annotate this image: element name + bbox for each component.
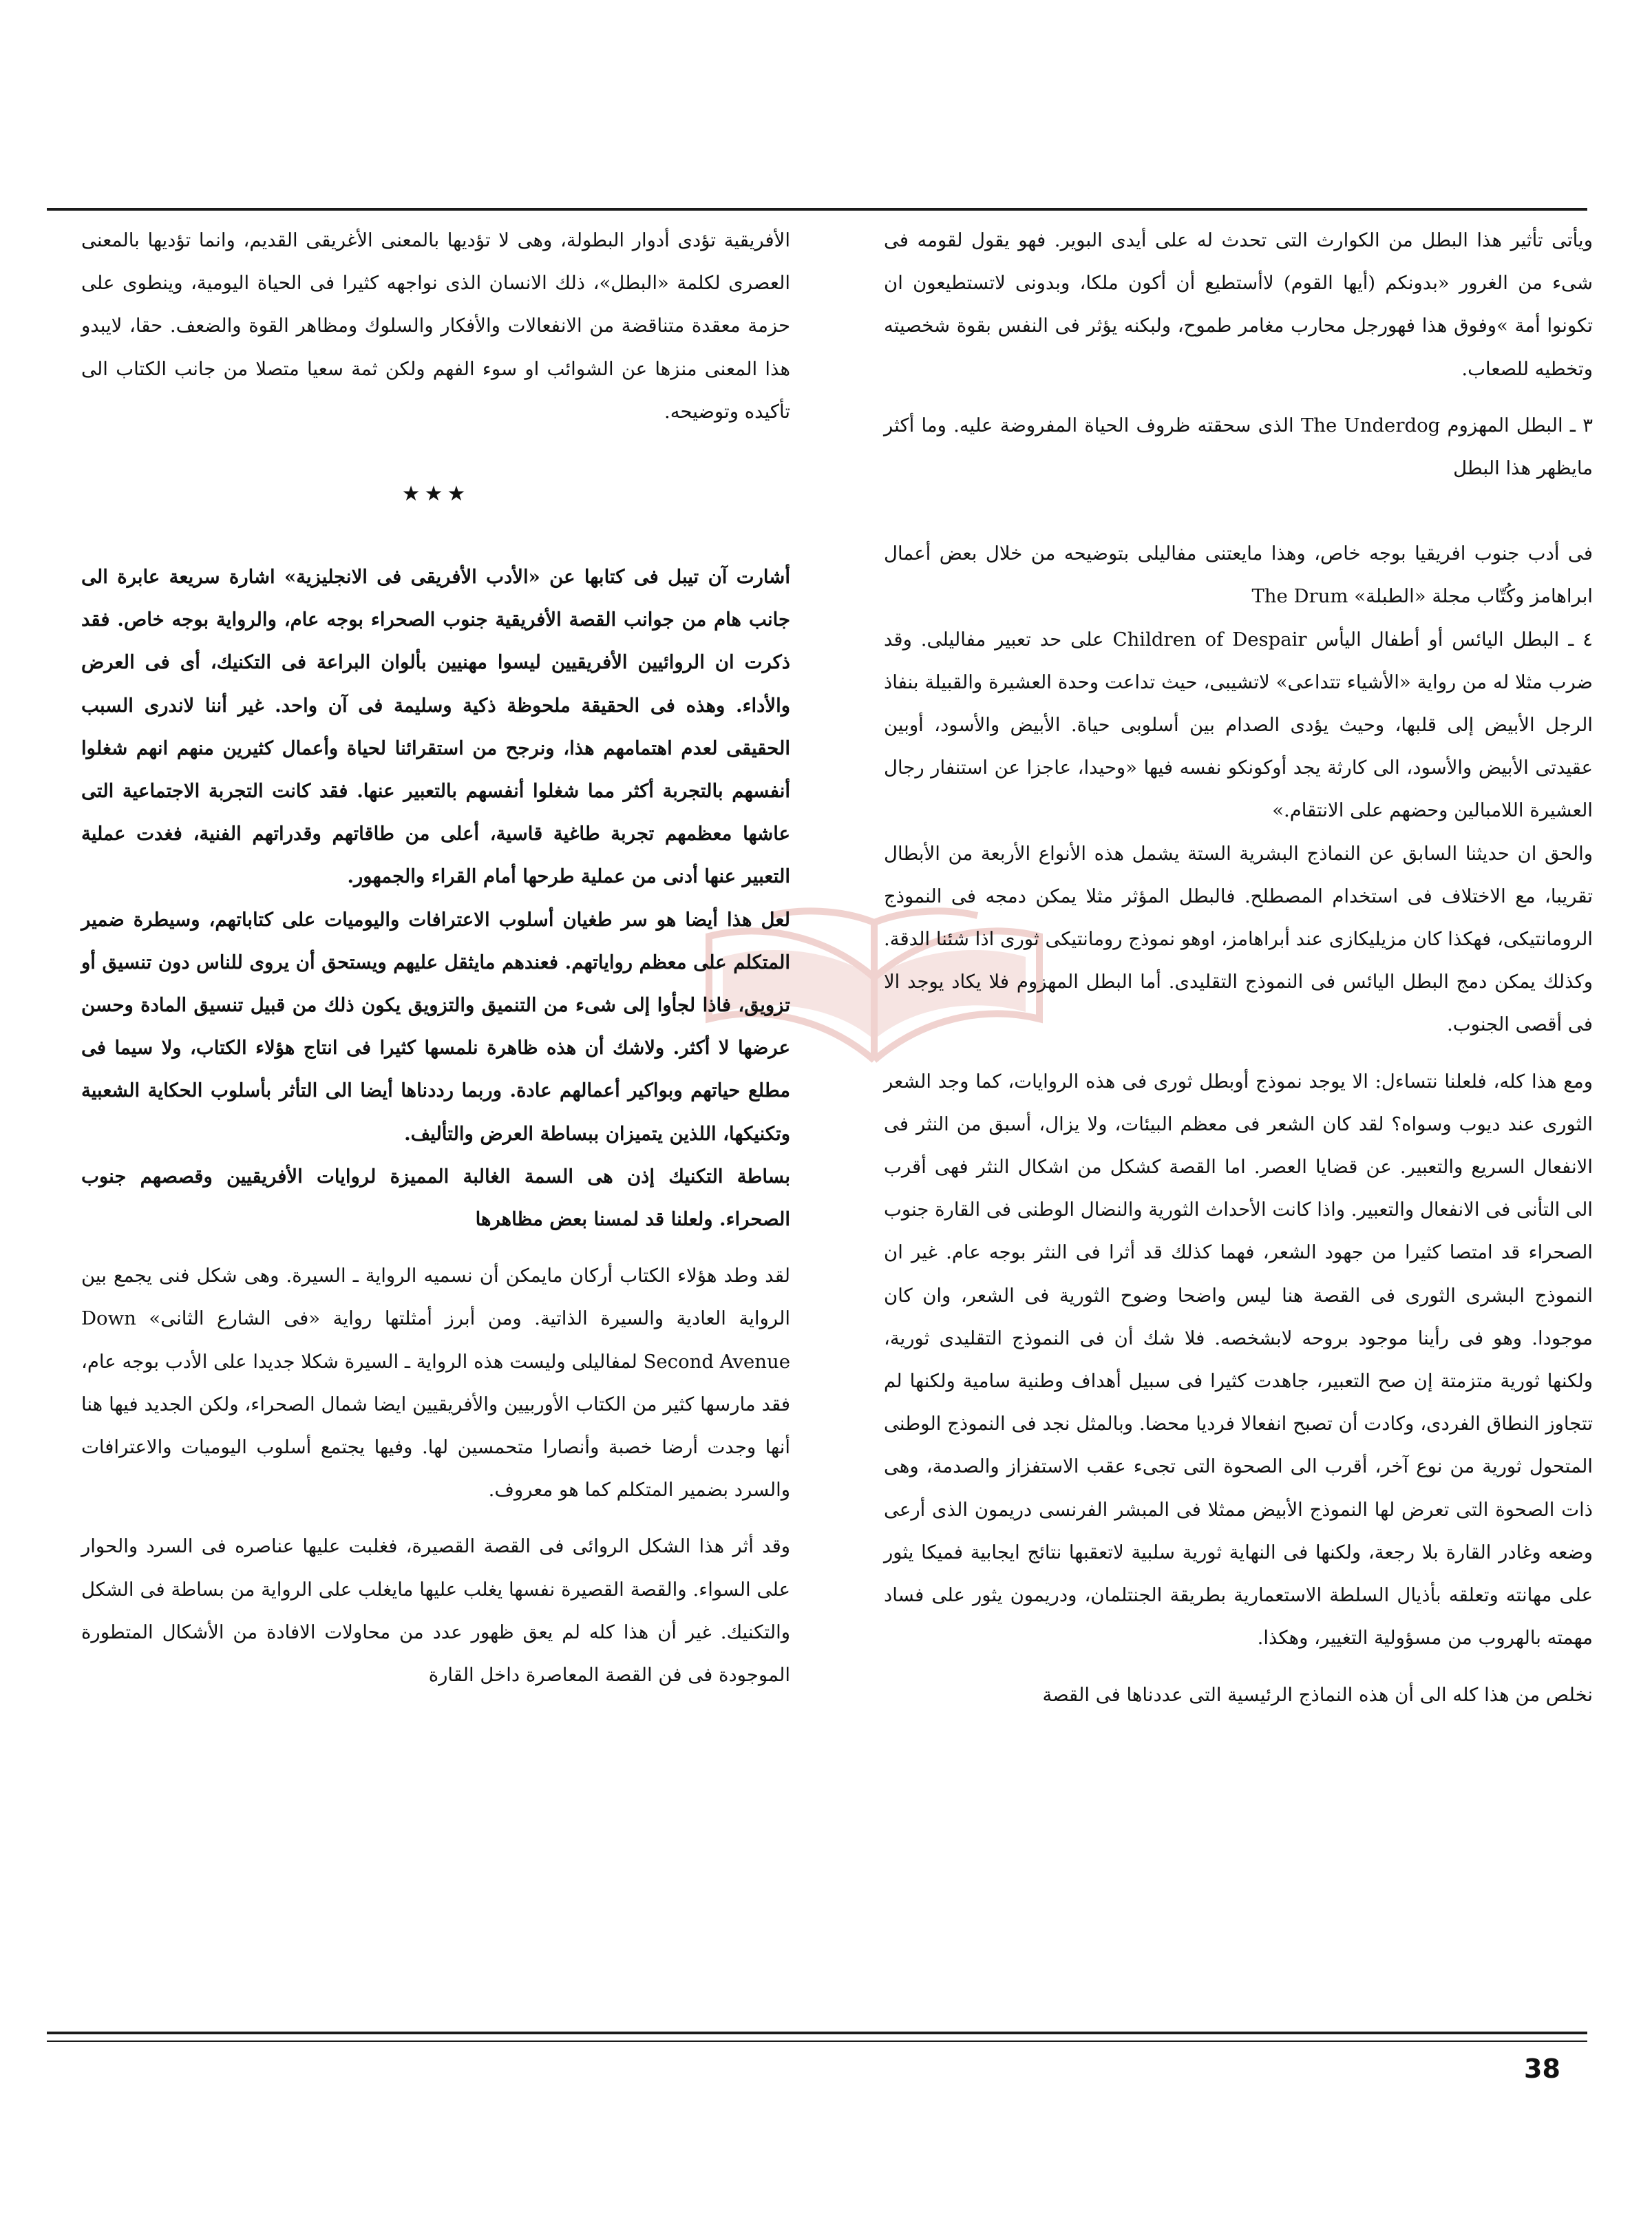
bottom-rule: [47, 2032, 1587, 2034]
right-paragraph-5: والحق ان حديثنا السابق عن النماذج البشرية الستة يشمل هذه الأنواع الأربعة من الأبطال تقريبا، مع الاختلاف فى استخدام المصطلح. فالبطل المؤثر مثلا يمكن دمجه فى النموذج الرومانتيكى، فهكذا كان مزيليكازى عند أبراهامز، اوهو نموذج رومانتيكى ثورى اذا شئنا الدقة. وكذلك يمكن دمج البطل اليائس فى النموذج التقليدى. أما البطل المهزوم فلا يكاد يوجد الا فى أقصى الجنوب.: [884, 842, 1593, 1036]
right-paragraph-3: فى أدب جنوب افريقيا بوجه خاص، وهذا مايعتنى مفاليلى بتوضيحه من خلال بعض أعمال ابراهامز وكُتّاب مجلة «الطبلة» The Drum: [884, 542, 1593, 608]
right-column: [884, 219, 1593, 1716]
left-paragraph-4: بساطة التكنيك إذن هى السمة الغالبة المميزة لروايات الأفريقيين وقصصهم جنوب الصحراء. ولعلنا قد لمسنا بعض مظاهرها: [81, 1165, 790, 1231]
section-separator: ★★★: [401, 482, 470, 507]
top-rule: [47, 208, 1587, 211]
left-paragraph-1: الأفريقية تؤدى أدوار البطولة، وهى لا تؤديها بالمعنى الأغريقى القديم، وانما تؤديها بالمعنى العصرى لكلمة «البطل»، ذلك الانسان الذى نواجهه كثيرا فى الحياة اليومية، وينطوى على حزمة معقدة متناقضة من الانفعالات والأفكار والسلوك ومظاهر القوة والضعف. حقا، لايبدو هذا المعنى منزها عن الشوائب او سوء الفهم ولكن ثمة سعيا متصلا من جانب الكتاب الى تأكيده وتوضيحه.: [81, 229, 790, 423]
left-paragraph-3: لعل هذا أيضا هو سر طغيان أسلوب الاعترافات واليوميات على كتاباتهم، وسيطرة ضمير المتكلم على معظم رواياتهم. فعندهم مايثقل عليهم ويستحق أن يروى للناس دون تنسيق أو تزويق، فاذا لجأوا إلى شىء من التنميق والتزويق يكون ذلك من قبيل تنسيق المادة وحسن عرضها لا أكثر. ولاشك أن هذه ظاهرة نلمسها كثيرا فى انتاج هؤلاء الكتاب، ولا سيما فى مطلع حياتهم وبواكير أعمالهم عادة. وربما رددناها أيضا الى التأثر بأسلوب الحكاية الشعبية وتكنيكها، اللذين يتميزان ببساطة العرض والتأليف.: [81, 908, 790, 1145]
left-paragraph-5: لقد وطد هؤلاء الكتاب أركان مايمكن أن نسميه الرواية ـ السيرة. وهى شكل فنى يجمع بين الرواية العادية والسيرة الذاتية. ومن أبرز أمثلتها رواية «فى الشارع الثانى» Down Second Avenue لمفاليلى وليست هذه الرواية ـ السيرة شكلا جديدا على الأدب بوجه عام، فقد مارسها كثير من الكتاب الأوربيين والأفريقيين ايضا شمال الصحراء، ولكن الجديد فيها هنا أنها وجدت أرضا خصبة وأنصارا متحمسين لها. وفيها يجتمع أسلوب اليوميات والاعترافات والسرد بضمير المتكلم كما هو معروف.: [81, 1265, 791, 1501]
page-number: 38: [1524, 2054, 1560, 2084]
right-paragraph-2: ٣ ـ البطل المهزوم The Underdog الذى سحقته ظروف الحياة المفروضة عليه. وما أكثر مايظهر هذا البطل: [884, 414, 1593, 480]
left-paragraph-2: أشارت آن تيبل فى كتابها عن «الأدب الأفريقى فى الانجليزية» اشارة سريعة عابرة الى جانب هام من جوانب القصة الأفريقية جنوب الصحراء بوجه عام، والرواية بوجه خاص. فقد ذكرت ان الروائيين الأفريقيين ليسوا مهنيين بألوان البراعة فى التكنيك، أى فى العرض والأداء. وهذه فى الحقيقة ملحوظة ذكية وسليمة فى آن واحد. غير أننا لاندرى السبب الحقيقى لعدم اهتمامهم هذا، ونرجح من استقرائنا لحياة وأعمال كثيرين منهم انهم شغلوا أنفسهم بالتجربة أكثر مما شغلوا أنفسهم بالتعبير عنها. فقد كانت التجربة الاجتماعية التى عاشها معظمهم تجربة طاغية قاسية، أعلى من طاقاتهم وقدراتهم الفنية، فغدت عملية التعبير عنها أدنى من عملية طرحها أمام القراء والجمهور.: [81, 566, 790, 888]
left-paragraph-6: وقد أثر هذا الشكل الروائى فى القصة القصيرة، فغلبت عليها عناصره فى السرد والحوار على السواء. والقصة القصيرة نفسها يغلب عليها مايغلب على الرواية من بساطة فى الشكل والتكنيك. غير أن هذا كله لم يعق ظهور عدد من محاولات الافادة من الأشكال المتطورة الموجودة فى فن القصة المعاصرة داخل القارة: [81, 1535, 790, 1687]
right-paragraph-1: ويأتى تأثير هذا البطل من الكوارث التى تحدث له على أيدى البوير. فهو يقول لقومه فى شىء من الغرور «بدونكم (أيها القوم) لاأستطيع أن أكون ملكا، وبدونى لاتستطيعون ان تكونوا أمة »وفوق هذا فهورجل محارب مغامر طموح، ولبكنه يؤثر فى النفس بقوة شخصيته وتخطيه للصعاب.: [884, 229, 1593, 380]
bottom-rule-thin: [47, 2041, 1587, 2042]
left-column: [81, 219, 790, 1696]
right-paragraph-7: نخلص من هذا كله الى أن هذه النماذج الرئيسية التى عددناها فى القصة: [1042, 1683, 1593, 1706]
right-paragraph-6: ومع هذا كله، فلعلنا نتساءل: الا يوجد نموذج أوبطل ثورى فى هذه الروايات، كما وجد الشعر الثورى عند ديوب وسواه؟ لقد كان الشعر فى معظم البيئات، ولا يزال، أسبق من النثر فى الانفعال السريع والتعبير. عن قضايا العصر. اما القصة كشكل من اشكال النثر فهى أقرب الى التأنى فى الانفعال والتعبير. واذا كانت الأحداث الثورية والنضال الوطنى فى القارة جنوب الصحراء قد امتصا كثيرا من جهود الشعر، فهما كذلك قد أثرا فى النثر بوجه عام. غير ان النموذج البشرى الثورى فى القصة هنا ليس واضحا وضوح الثورية فى الشعر، وان كان موجودا. وهو فى رأينا موجود بروحه لابشخصه. فلا شك أن فى النموذج التقليدى ثورية، ولكنها ثورية متزمتة إن صح التعبير، جاهدت كثيرا فى سبيل أهداف وطنية سامية ولكنها لم تتجاوز النطاق الفردى، وكادت أن تصبح انفعالا فرديا محضا. وبالمثل نجد فى النموذج الوطنى المتحول ثورية من نوع آخر، أقرب الى الصحوة التى تجىء عقب الاستفزاز والصدمة، وهى ذات الصحوة التى تعرض لها النموذج الأبيض ممثلا فى المبشر الفرنسى دريمون الذى أرعى وضعه وغادر القارة بلا رجعة، ولكنها فى النهاية ثورية سلبية لاتعقبها نتائج ايجابية فميكا يثور على مهانته وتعلقه بأذيال السلطة الاستعمارية بطريقة الجنتلمان، ودريمون يثور على فساد مهمته بالهروب من مسؤولية التغيير، وهكذا.: [884, 1070, 1593, 1649]
right-paragraph-4: ٤ ـ البطل اليائس أو أطفال اليأس Children of Despair على حد تعبير مفاليلى. وقد ضرب مثلا له من رواية «الأشياء تتداعى» لاتشيبى، حيث تداعت وحدة العشيرة والقبيلة بنفاذ الرجل الأبيض إلى قلبها، وحيث يؤدى الصدام بين أسلوبى حياة. الأبيض والأسود، أوبين عقيدتى الأبيض والأسود، الى كارثة يجد أوكونكو نفسه فيها «وحيدا، عاجزا عن استنفار رجال العشيرة اللامبالين وحضهم على الانتقام.»: [884, 628, 1593, 822]
